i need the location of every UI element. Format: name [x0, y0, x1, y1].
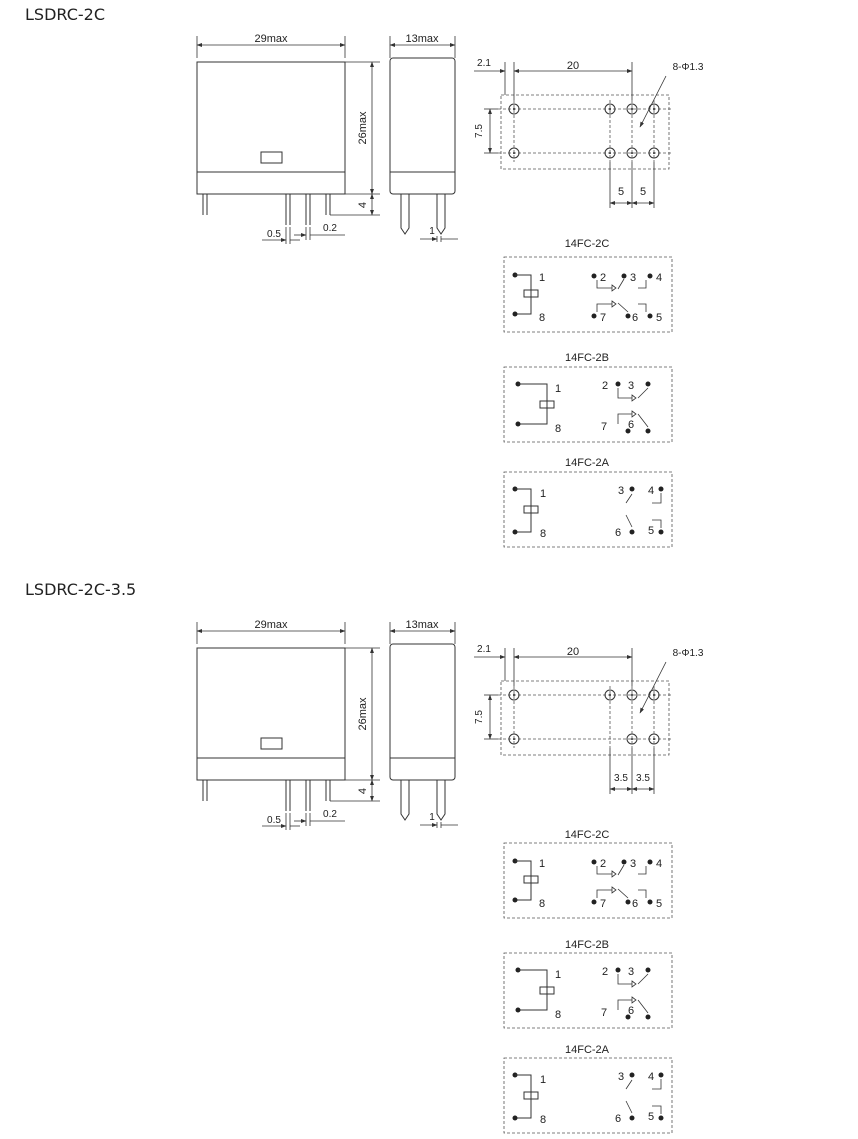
pitch-b-label: 3.5 [636, 773, 650, 784]
relay-side-body [390, 644, 455, 780]
schematic-2b [504, 939, 672, 1028]
pcb-outline [501, 95, 669, 169]
svg-text:1: 1 [539, 858, 546, 870]
pcb-layout [474, 644, 704, 794]
svg-text:4: 4 [656, 272, 663, 284]
svg-text:1: 1 [555, 383, 562, 395]
section-title: LSDRC-2C [25, 5, 106, 24]
relay-body [197, 62, 345, 194]
svg-text:3: 3 [628, 966, 635, 978]
hole-spec-label: 8-Φ1.3 [672, 648, 704, 659]
pcb-span-label: 20 [566, 646, 580, 658]
svg-text:5: 5 [656, 898, 663, 910]
pitch-a-label: 5 [617, 186, 625, 198]
relay-window [261, 738, 282, 749]
contacts [592, 272, 663, 324]
relay-window [261, 152, 282, 163]
pcb-offset-label: 2.1 [477, 644, 491, 655]
svg-text:7: 7 [601, 421, 608, 433]
svg-text:8: 8 [540, 1114, 547, 1126]
schematic-title: 14FC-2C [564, 829, 610, 841]
section-title: LSDRC-2C-3.5 [25, 580, 137, 599]
schematic-title: 14FC-2B [564, 352, 610, 364]
svg-text:3: 3 [618, 1071, 625, 1083]
relay-body [197, 648, 345, 780]
contacts [592, 858, 663, 910]
schematic-2c [504, 829, 672, 918]
svg-text:8: 8 [539, 898, 546, 910]
schematic-2a [504, 457, 672, 547]
svg-text:8: 8 [540, 528, 547, 540]
pin-length-label: 4 [357, 201, 369, 209]
schematic-title: 14FC-2C [564, 238, 610, 250]
svg-text:6: 6 [632, 312, 639, 324]
svg-text:7: 7 [600, 898, 607, 910]
svg-text:2: 2 [600, 858, 607, 870]
contacts [601, 380, 651, 434]
pcb-offset-label: 2.1 [477, 58, 491, 69]
schematic-2a [504, 1044, 672, 1133]
svg-text:8: 8 [555, 423, 562, 435]
svg-text:3: 3 [618, 485, 625, 497]
contacts [615, 485, 664, 539]
pcb-holes [509, 690, 659, 744]
pin-length-label: 4 [357, 787, 369, 795]
height-dim-label: 26max [357, 697, 369, 731]
side-view [390, 33, 458, 242]
svg-text:2: 2 [602, 380, 609, 392]
svg-text:5: 5 [648, 1111, 655, 1123]
schematic-title: 14FC-2A [564, 1044, 610, 1056]
side-pin-label: 1 [429, 226, 435, 237]
contacts [615, 1071, 664, 1125]
front-view [197, 619, 380, 830]
width-dim-label: 29max [254, 33, 288, 45]
width-dim-label: 29max [254, 619, 288, 631]
svg-text:1: 1 [539, 272, 546, 284]
relay-side-body [390, 58, 455, 194]
svg-text:7: 7 [600, 312, 607, 324]
pitch-b-label: 5 [639, 186, 647, 198]
row-gap-label: 7.5 [474, 710, 485, 724]
relay-drawing [0, 586, 858, 1139]
pcb-layout [474, 58, 704, 208]
hole-spec-label: 8-Φ1.3 [672, 62, 704, 73]
svg-text:1: 1 [540, 488, 547, 500]
pin-thickness-label: 0.2 [323, 223, 337, 234]
pin-width-label: 0.5 [267, 815, 281, 826]
svg-text:6: 6 [628, 419, 635, 431]
pcb-holes [509, 104, 659, 158]
schematic-2c [504, 238, 672, 332]
depth-dim-label: 13max [405, 619, 439, 631]
side-view [390, 619, 458, 828]
side-pin-label: 1 [429, 812, 435, 823]
svg-text:4: 4 [648, 1071, 655, 1083]
svg-text:8: 8 [555, 1009, 562, 1021]
svg-text:8: 8 [539, 312, 546, 324]
svg-text:1: 1 [555, 969, 562, 981]
svg-text:6: 6 [628, 1005, 635, 1017]
schematic-title: 14FC-2A [564, 457, 610, 469]
pcb-outline [501, 681, 669, 755]
svg-text:3: 3 [630, 858, 637, 870]
depth-dim-label: 13max [405, 33, 439, 45]
row-gap-label: 7.5 [474, 124, 485, 138]
svg-text:1: 1 [540, 1074, 547, 1086]
svg-text:5: 5 [648, 525, 655, 537]
svg-text:6: 6 [615, 527, 622, 539]
svg-text:6: 6 [632, 898, 639, 910]
svg-text:7: 7 [601, 1007, 608, 1019]
height-dim-label: 26max [357, 111, 369, 145]
svg-text:6: 6 [615, 1113, 622, 1125]
schematic-2b [504, 352, 672, 442]
svg-text:4: 4 [648, 485, 655, 497]
relay-drawing [0, 0, 858, 560]
pin-thickness-label: 0.2 [323, 809, 337, 820]
svg-text:2: 2 [600, 272, 607, 284]
svg-text:3: 3 [628, 380, 635, 392]
pcb-span-label: 20 [566, 60, 580, 72]
contacts [601, 966, 651, 1020]
pin-width-label: 0.5 [267, 229, 281, 240]
svg-text:5: 5 [656, 312, 663, 324]
svg-text:4: 4 [656, 858, 663, 870]
svg-text:2: 2 [602, 966, 609, 978]
schematic-title: 14FC-2B [564, 939, 610, 951]
front-view [197, 33, 380, 244]
svg-text:3: 3 [630, 272, 637, 284]
pitch-a-label: 3.5 [614, 773, 628, 784]
